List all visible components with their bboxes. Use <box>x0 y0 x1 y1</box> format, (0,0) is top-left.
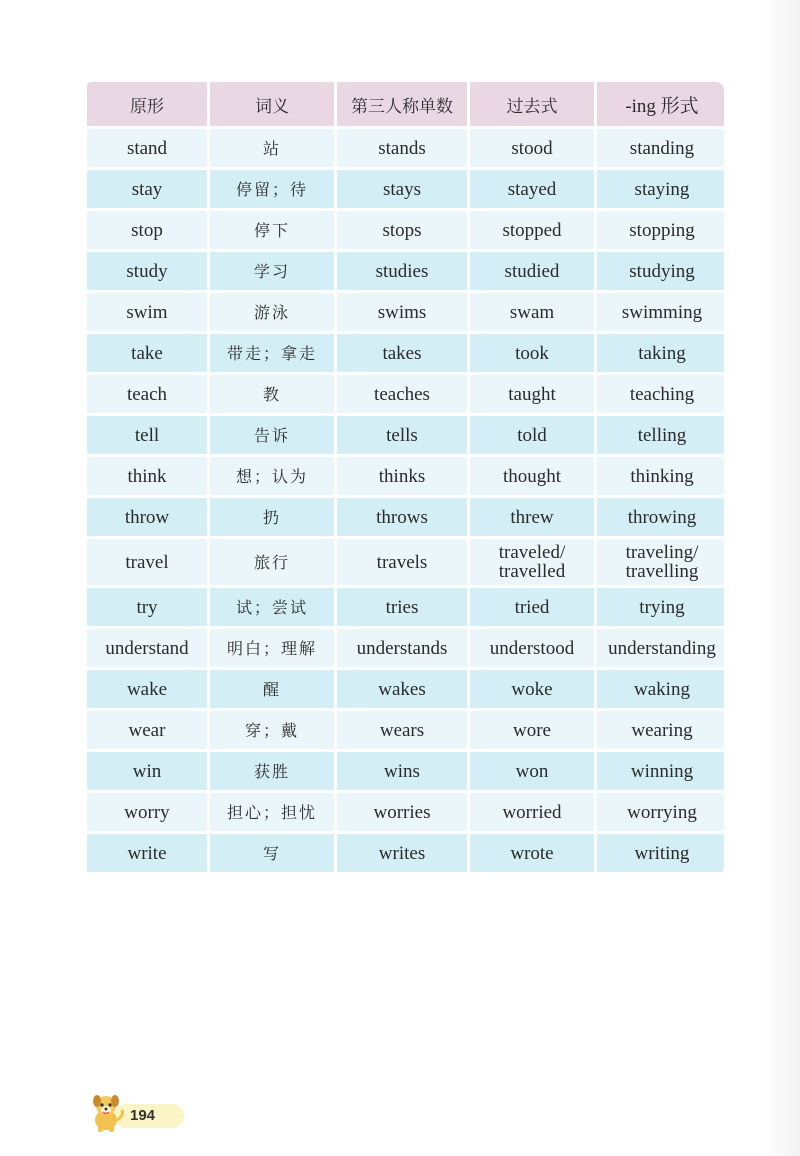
table-row <box>87 129 724 170</box>
table-row <box>87 457 724 498</box>
cell-past: thought <box>470 457 594 498</box>
verb-table <box>84 82 724 875</box>
table-row <box>87 539 724 588</box>
cell-third-person: stands <box>337 129 467 170</box>
cell-ing: worrying <box>597 793 724 834</box>
cell-base: stay <box>87 170 207 211</box>
cell-ing: winning <box>597 752 724 793</box>
table-row <box>87 170 724 211</box>
cell-meaning: 明白；理解 <box>210 629 334 670</box>
cell-meaning: 旅行 <box>210 539 334 588</box>
page-footer <box>84 1090 184 1134</box>
cell-past: stopped <box>470 211 594 252</box>
cell-base: swim <box>87 293 207 334</box>
cell-past: tried <box>470 588 594 629</box>
cell-past: stayed <box>470 170 594 211</box>
cell-past: threw <box>470 498 594 539</box>
cell-past: stood <box>470 129 594 170</box>
cell-meaning: 试；尝试 <box>210 588 334 629</box>
cell-base: travel <box>87 539 207 588</box>
cell-base: write <box>87 834 207 875</box>
table-body <box>87 129 724 875</box>
cell-base: understand <box>87 629 207 670</box>
table-row <box>87 793 724 834</box>
cell-third-person: takes <box>337 334 467 375</box>
cell-third-person: thinks <box>337 457 467 498</box>
cell-meaning: 穿；戴 <box>210 711 334 752</box>
cell-base: tell <box>87 416 207 457</box>
cell-base: teach <box>87 375 207 416</box>
cell-meaning: 扔 <box>210 498 334 539</box>
cell-past: took <box>470 334 594 375</box>
cell-ing: writing <box>597 834 724 875</box>
cell-meaning: 写 <box>210 834 334 875</box>
cell-meaning: 担心；担忧 <box>210 793 334 834</box>
cell-past: worried <box>470 793 594 834</box>
table-row <box>87 588 724 629</box>
cell-base: try <box>87 588 207 629</box>
header-col-past: 过去式 <box>470 82 594 129</box>
cell-base: wake <box>87 670 207 711</box>
cell-ing: stopping <box>597 211 724 252</box>
cell-past: understood <box>470 629 594 670</box>
cell-third-person: writes <box>337 834 467 875</box>
cell-meaning: 醒 <box>210 670 334 711</box>
cell-base: throw <box>87 498 207 539</box>
cell-third-person: throws <box>337 498 467 539</box>
cell-third-person: worries <box>337 793 467 834</box>
cell-third-person: swims <box>337 293 467 334</box>
cell-third-person: wins <box>337 752 467 793</box>
cell-ing: traveling/ travelling <box>597 539 724 588</box>
cell-past: won <box>470 752 594 793</box>
table-row <box>87 252 724 293</box>
cell-ing: staying <box>597 170 724 211</box>
cell-third-person: understands <box>337 629 467 670</box>
verb-forms-table <box>84 82 724 875</box>
cell-base: study <box>87 252 207 293</box>
cell-meaning: 想；认为 <box>210 457 334 498</box>
cell-third-person: teaches <box>337 375 467 416</box>
table-row <box>87 375 724 416</box>
cell-base: stop <box>87 211 207 252</box>
table-row <box>87 752 724 793</box>
cell-third-person: wears <box>337 711 467 752</box>
cell-third-person: wakes <box>337 670 467 711</box>
cell-past: swam <box>470 293 594 334</box>
cell-meaning: 站 <box>210 129 334 170</box>
cell-ing: waking <box>597 670 724 711</box>
cell-past: traveled/ travelled <box>470 539 594 588</box>
page-edge-shadow <box>762 0 800 1156</box>
cell-base: take <box>87 334 207 375</box>
cell-meaning: 告诉 <box>210 416 334 457</box>
cell-past: taught <box>470 375 594 416</box>
cell-past: told <box>470 416 594 457</box>
cell-base: win <box>87 752 207 793</box>
cell-third-person: studies <box>337 252 467 293</box>
cell-third-person: tries <box>337 588 467 629</box>
table-row <box>87 334 724 375</box>
cell-ing: understanding <box>597 629 724 670</box>
table-row <box>87 711 724 752</box>
cell-ing: trying <box>597 588 724 629</box>
table-row <box>87 498 724 539</box>
table-row <box>87 211 724 252</box>
cell-meaning: 教 <box>210 375 334 416</box>
table-row <box>87 293 724 334</box>
cell-ing: wearing <box>597 711 724 752</box>
page-number: 194 <box>130 1107 156 1124</box>
cell-base: stand <box>87 129 207 170</box>
header-col-third-person: 第三人称单数 <box>337 82 467 129</box>
header-row <box>87 82 724 129</box>
cell-past: wore <box>470 711 594 752</box>
cell-base: wear <box>87 711 207 752</box>
cell-past: studied <box>470 252 594 293</box>
table-header <box>87 82 724 129</box>
cell-third-person: stops <box>337 211 467 252</box>
cell-past: wrote <box>470 834 594 875</box>
puppy-mascot-icon <box>84 1090 128 1134</box>
header-col-meaning: 词义 <box>210 82 334 129</box>
cell-third-person: stays <box>337 170 467 211</box>
cell-third-person: travels <box>337 539 467 588</box>
table-row <box>87 834 724 875</box>
cell-meaning: 带走；拿走 <box>210 334 334 375</box>
cell-third-person: tells <box>337 416 467 457</box>
header-col-ing: -ing 形式 <box>597 82 724 129</box>
table-row <box>87 629 724 670</box>
cell-ing: throwing <box>597 498 724 539</box>
cell-base: worry <box>87 793 207 834</box>
cell-ing: studying <box>597 252 724 293</box>
cell-ing: taking <box>597 334 724 375</box>
header-col-base: 原形 <box>87 82 207 129</box>
cell-ing: swimming <box>597 293 724 334</box>
cell-ing: teaching <box>597 375 724 416</box>
cell-meaning: 游泳 <box>210 293 334 334</box>
cell-meaning: 获胜 <box>210 752 334 793</box>
cell-meaning: 停留；待 <box>210 170 334 211</box>
table-row <box>87 416 724 457</box>
cell-ing: thinking <box>597 457 724 498</box>
cell-meaning: 学习 <box>210 252 334 293</box>
cell-past: woke <box>470 670 594 711</box>
table-row <box>87 670 724 711</box>
cell-base: think <box>87 457 207 498</box>
cell-ing: telling <box>597 416 724 457</box>
cell-ing: standing <box>597 129 724 170</box>
cell-meaning: 停下 <box>210 211 334 252</box>
